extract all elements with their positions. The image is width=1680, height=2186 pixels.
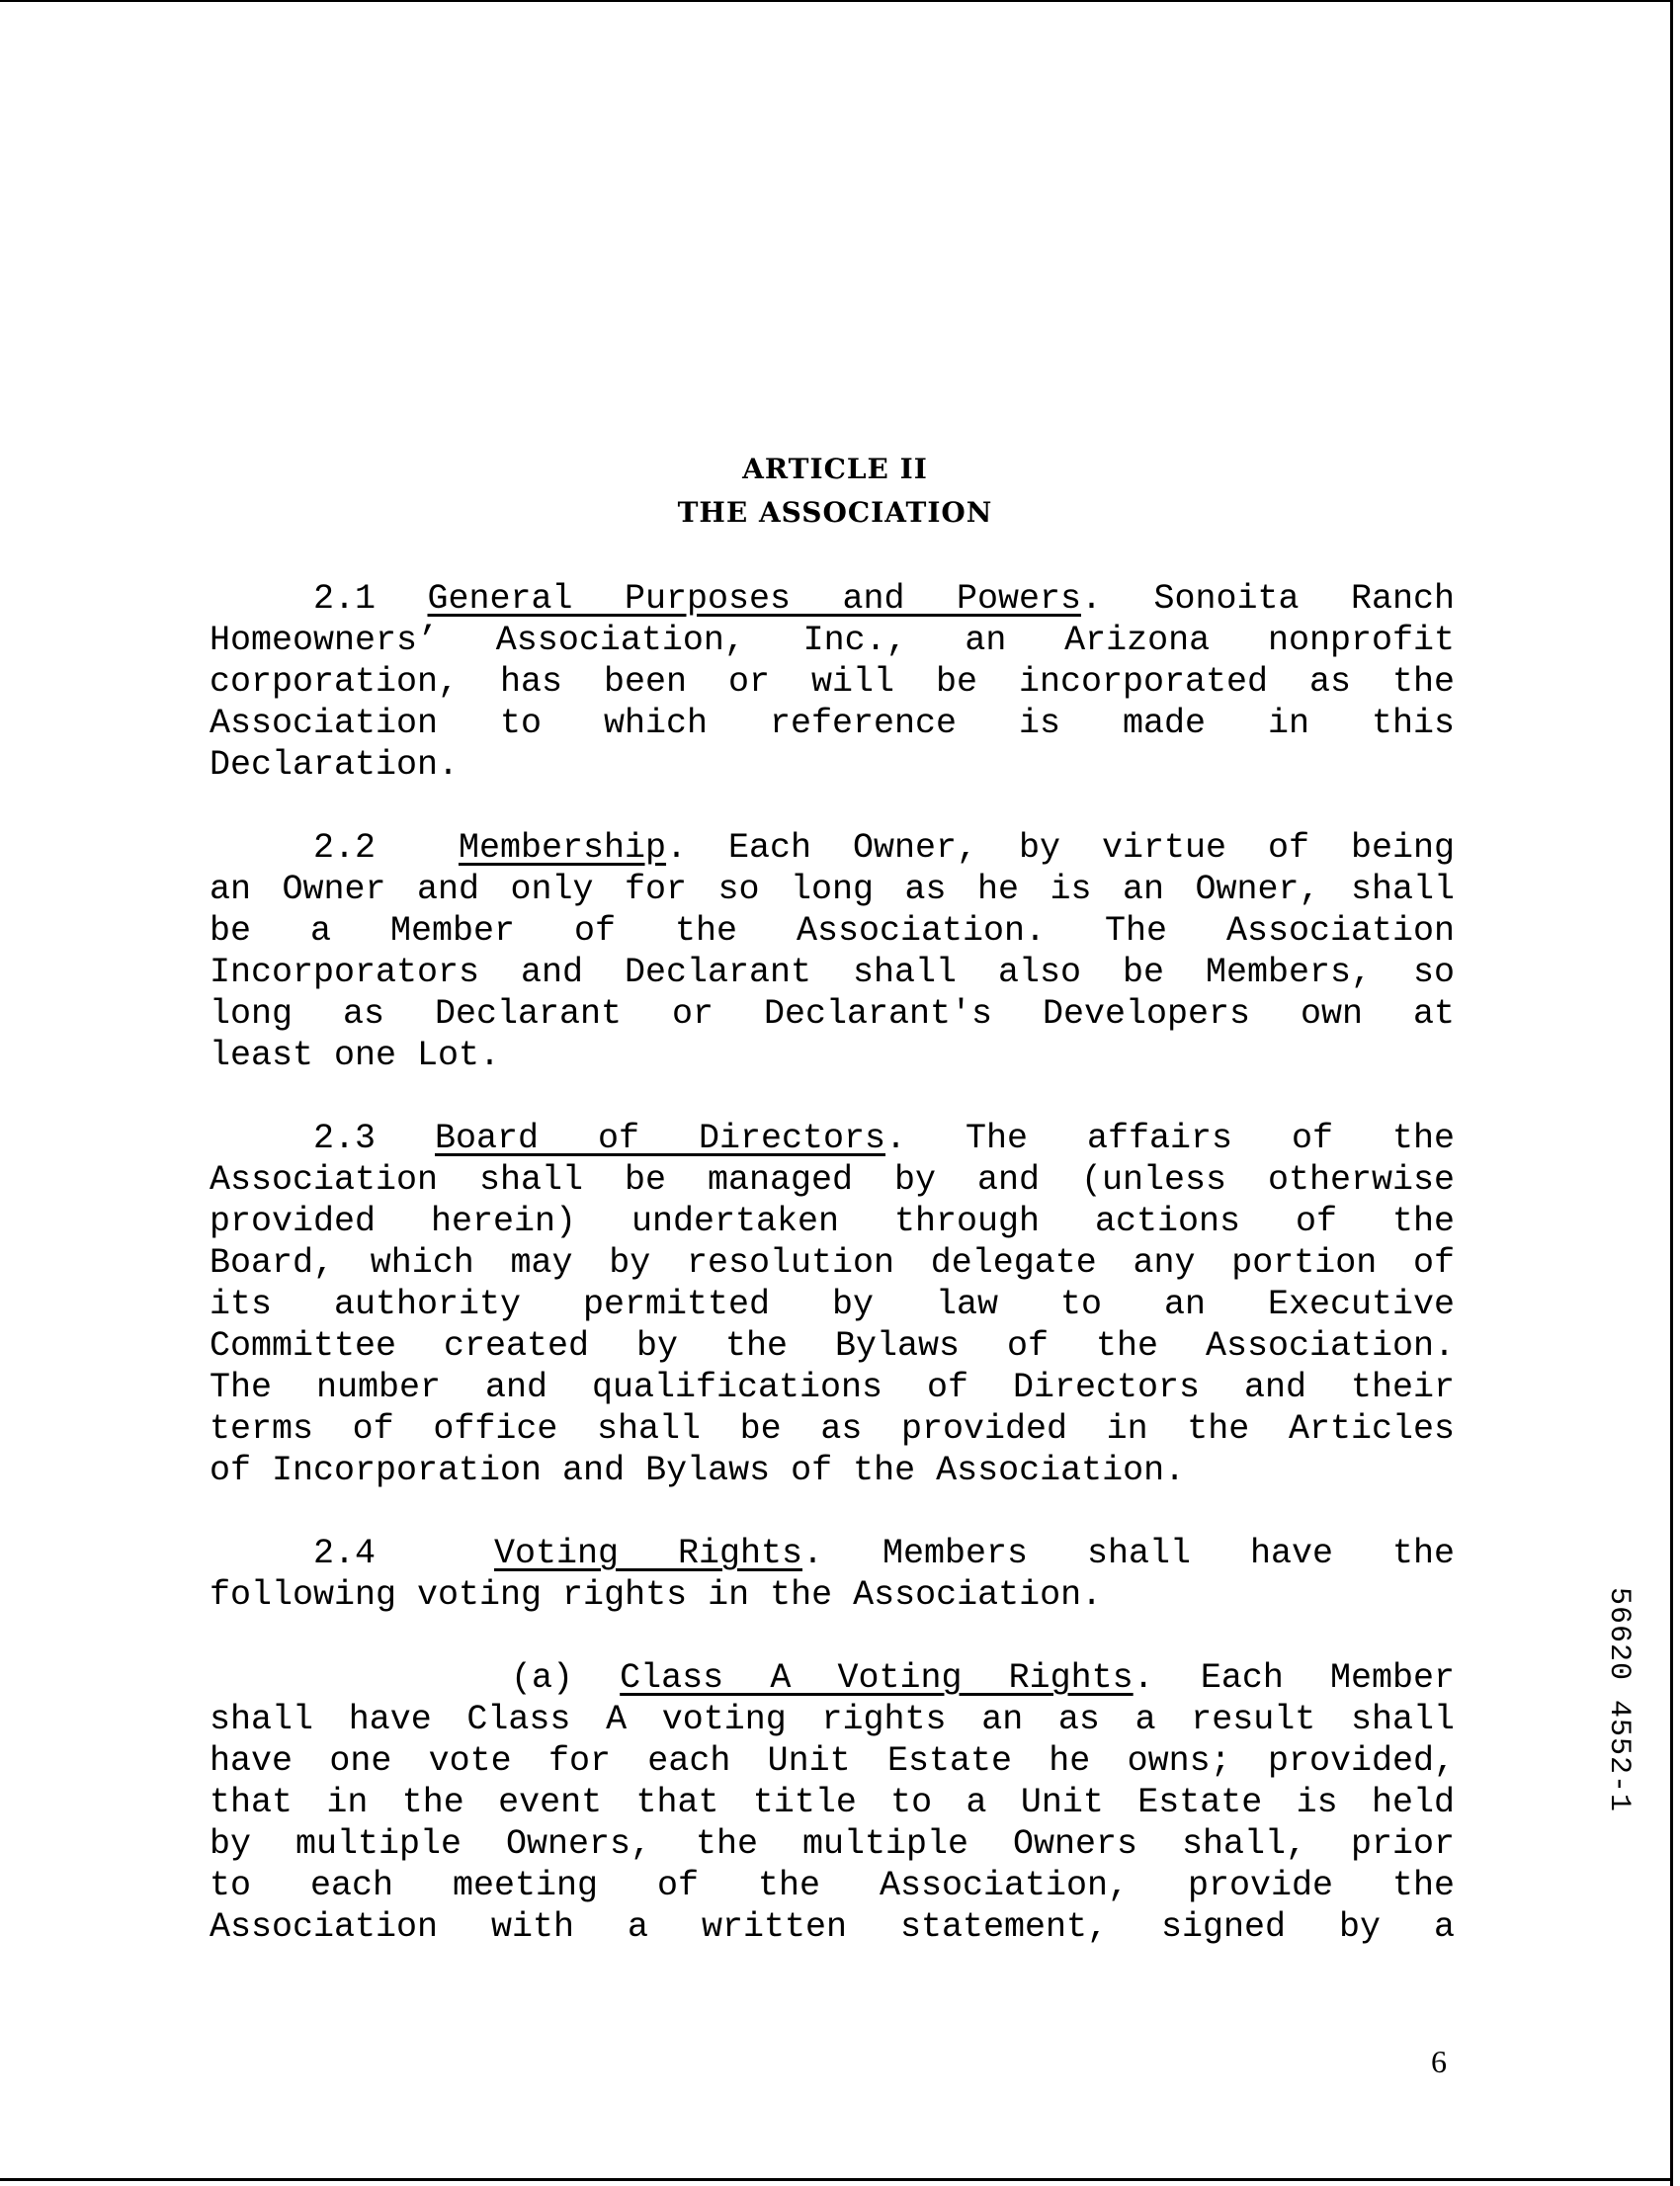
section-number: 2.3 bbox=[313, 1119, 377, 1158]
section-line: Board, which may by resolution delegate any portion of bbox=[210, 1243, 1455, 1283]
section-text: . Each Owner, by virtue of being bbox=[666, 828, 1455, 868]
section-number: 2.4 bbox=[313, 1534, 377, 1573]
scan-border-top bbox=[0, 0, 1672, 2]
section-line: of Incorporation and Bylaws of the Association. bbox=[210, 1451, 1186, 1490]
section-line: Incorporators and Declarant shall also be Members, so bbox=[210, 953, 1455, 992]
recording-stamp: 56620 4552-1 bbox=[1602, 1586, 1636, 1813]
section-line: to each meeting of the Association, provide the bbox=[210, 1866, 1455, 1905]
subsection-title: Class A Voting Rights bbox=[620, 1658, 1134, 1698]
section-line: an Owner and only for so long as he is an Owner, shall bbox=[210, 870, 1455, 909]
section-line: corporation, has been or will be incorporated as the bbox=[210, 662, 1455, 702]
section-title: General Purposes and Powers bbox=[427, 579, 1081, 619]
section-title: Voting Rights bbox=[493, 1534, 803, 1573]
section-line: its authority permitted by law to an Executive bbox=[210, 1285, 1455, 1324]
section-text: . Members shall have the bbox=[802, 1534, 1455, 1573]
article-title: THE ASSOCIATION bbox=[677, 496, 993, 529]
section-2-4-first-line bbox=[210, 1533, 1455, 1574]
subsection-number: (a) bbox=[511, 1658, 574, 1698]
section-line: Association to which reference is made in this bbox=[210, 704, 1455, 743]
section-line: provided herein) undertaken through actions of the bbox=[210, 1202, 1455, 1241]
section-line: shall have Class A voting rights an as a result shall bbox=[210, 1700, 1455, 1739]
section-line: terms of office shall be as provided in the Articles bbox=[210, 1409, 1455, 1449]
section-line: Association shall be managed by and (unless otherwise bbox=[210, 1160, 1455, 1200]
section-line: that in the event that title to a Unit Estate is held bbox=[210, 1783, 1455, 1822]
scan-border-bottom bbox=[0, 2178, 1672, 2181]
section-line: following voting rights in the Association. bbox=[210, 1575, 1103, 1615]
section-2-2-first-line bbox=[210, 827, 1455, 869]
section-text: . Each Member bbox=[1133, 1658, 1455, 1698]
section-2-3-first-line bbox=[210, 1118, 1455, 1159]
section-line: least one Lot. bbox=[210, 1036, 501, 1075]
section-text: . Sonoita Ranch bbox=[1081, 579, 1455, 619]
scan-border-right bbox=[1670, 0, 1673, 2186]
section-2-1-first-line bbox=[210, 578, 1455, 620]
section-title: Membership bbox=[458, 828, 667, 868]
section-2-4-a-first-line bbox=[210, 1657, 1455, 1699]
section-line: Association with a written statement, signed by a bbox=[210, 1907, 1455, 1947]
section-number: 2.1 bbox=[313, 579, 377, 619]
section-line: be a Member of the Association. The Association bbox=[210, 911, 1455, 951]
section-line: Declaration. bbox=[210, 745, 460, 785]
section-line: have one vote for each Unit Estate he owns; provided, bbox=[210, 1741, 1455, 1781]
section-line: Committee created by the Bylaws of the Association. bbox=[210, 1326, 1455, 1366]
section-title: Board of Directors bbox=[435, 1119, 886, 1158]
section-line: The number and qualifications of Directors and their bbox=[210, 1368, 1455, 1407]
section-line: Homeowners’ Association, Inc., an Arizona nonprofit bbox=[210, 621, 1455, 660]
section-number: 2.2 bbox=[313, 828, 377, 868]
section-line: long as Declarant or Declarant's Developers own at bbox=[210, 994, 1455, 1034]
section-line: by multiple Owners, the multiple Owners shall, prior bbox=[210, 1824, 1455, 1864]
article-heading: ARTICLE II bbox=[742, 453, 928, 485]
page-number: 6 bbox=[1431, 2044, 1447, 2079]
section-text: . The affairs of the bbox=[885, 1119, 1455, 1158]
